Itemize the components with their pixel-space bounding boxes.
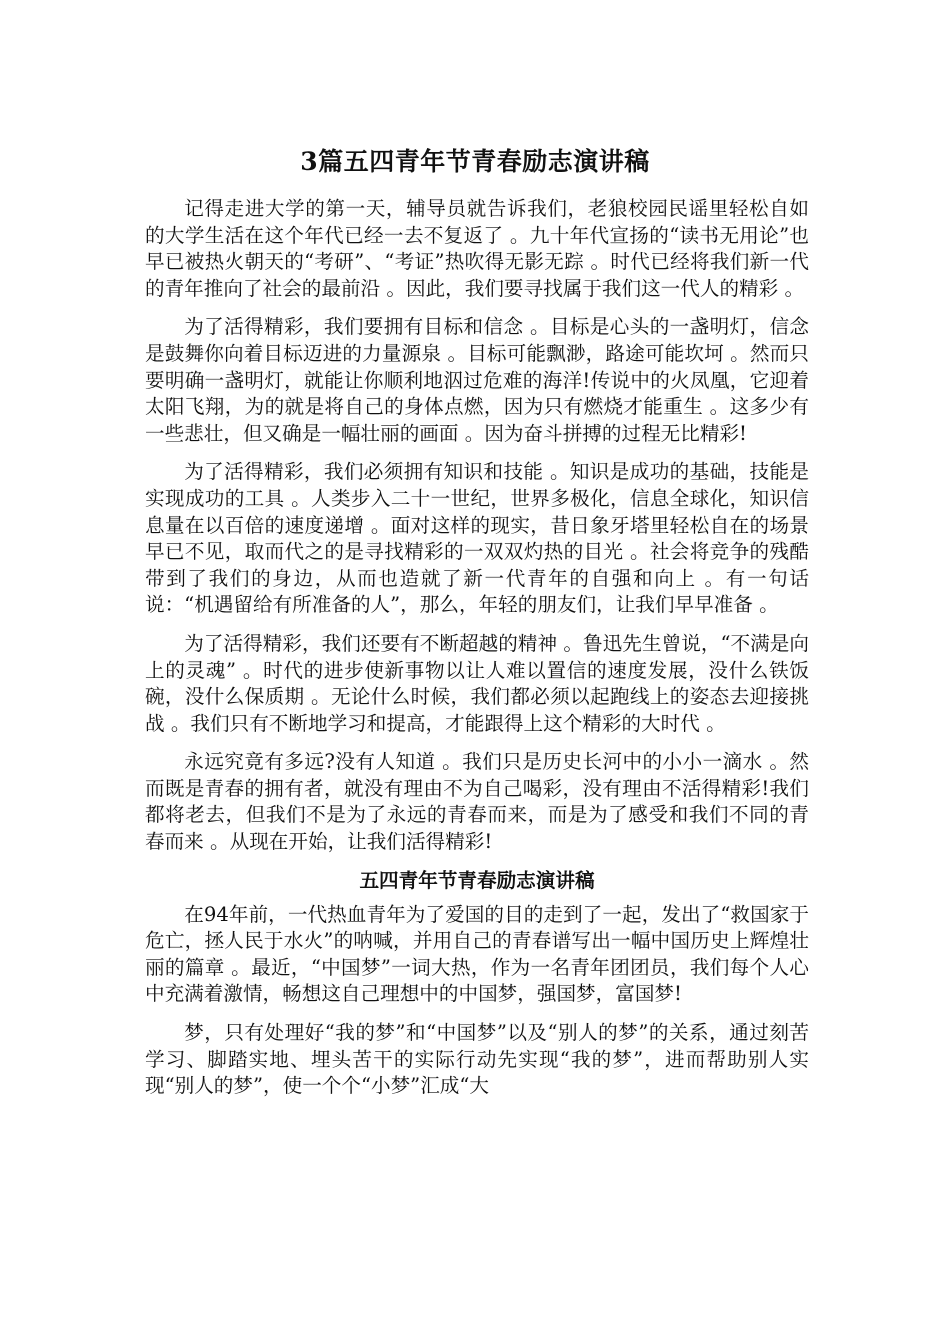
paragraph: 为了活得精彩，我们必须拥有知识和技能 。知识是成功的基础，技能是实现成功的工具 。人类步入二十一世纪，世界多极化，信息全球化，知识信息量在以百倍的速度递增 。面对这样的现实，昔日象牙塔里轻松自在的场景早已不见，取而代之的是寻找精彩的一双双灼热的目光 。社会将竞争的残酷带到了我们的身边，从而也造就了新一代青年的自强和向上 。有一句话说：“机遇留给有所准备的人”，那么，年轻的朋友们，让我们早早准备 。 [145,460,809,617]
document-body [145,196,809,1112]
paragraph: 永远究竟有多远?没有人知道 。我们只是历史长河中的小小一滴水 。然而既是青春的拥有者，就没有理由不为自己喝彩，没有理由不活得精彩!我们都将老去，但我们不是为了永远的青春而来，而是为了感受和我们不同的青春而来 。从现在开始，让我们活得精彩! [145,750,809,854]
paragraph: 梦，只有处理好“我的梦”和“中国梦”以及“别人的梦”的关系，通过刻苦学习、脚踏实地、埋头苦干的实际行动先实现“我的梦”，进而帮助别人实现“别人的梦”，使一个个“小梦”汇成“大 [145,1021,809,1098]
document-title: 3篇五四青年节青春励志演讲稿 [300,147,650,176]
paragraph: 为了活得精彩，我们要拥有目标和信念 。目标是心头的一盏明灯，信念是鼓舞你向着目标迈进的力量源泉 。目标可能飘渺，路途可能坎坷 。然而只要明确一盏明灯，就能让你顺利地泅过危难的海洋!传说中的火凤凰，它迎着太阳飞翔，为的就是将自己的身体点燃，因为只有燃烧才能重生 。这多少有一些悲壮，但又确是一幅壮丽的画面 。因为奋斗拼搏的过程无比精彩! [145,315,809,445]
paragraph: 在94年前，一代热血青年为了爱国的目的走到了一起，发出了“救国家于危亡，拯人民于水火”的呐喊，并用自己的青春谱写出一幅中国历史上辉煌壮丽的篇章 。最近，“中国梦”一词大热，作为一名青年团团员，我们每个人心中充满着激情，畅想这自己理想中的中国梦，强国梦，富国梦! [145,902,809,1006]
paragraph: 为了活得精彩，我们还要有不断超越的精神 。鲁迅先生曾说，“不满是向上的灵魂” 。时代的进步使新事物以让人难以置信的速度发展，没什么铁饭碗，没什么保质期 。无论什么时候，我们都必须以起跑线上的姿态去迎接挑战 。我们只有不断地学习和提高，才能跟得上这个精彩的大时代 。 [145,631,809,735]
paragraph: 记得走进大学的第一天，辅导员就告诉我们，老狼校园民谣里轻松自如的大学生活在这个年代已经一去不复返了 。九十年代宣扬的“读书无用论”也早已被热火朝天的“考研”、“考证”热吹得无影无踪 。时代已经将我们新一代的青年推向了社会的最前沿 。因此，我们要寻找属于我们这一代人的精彩 。 [145,197,809,300]
section-title: 五四青年节青春励志演讲稿 [359,868,595,892]
